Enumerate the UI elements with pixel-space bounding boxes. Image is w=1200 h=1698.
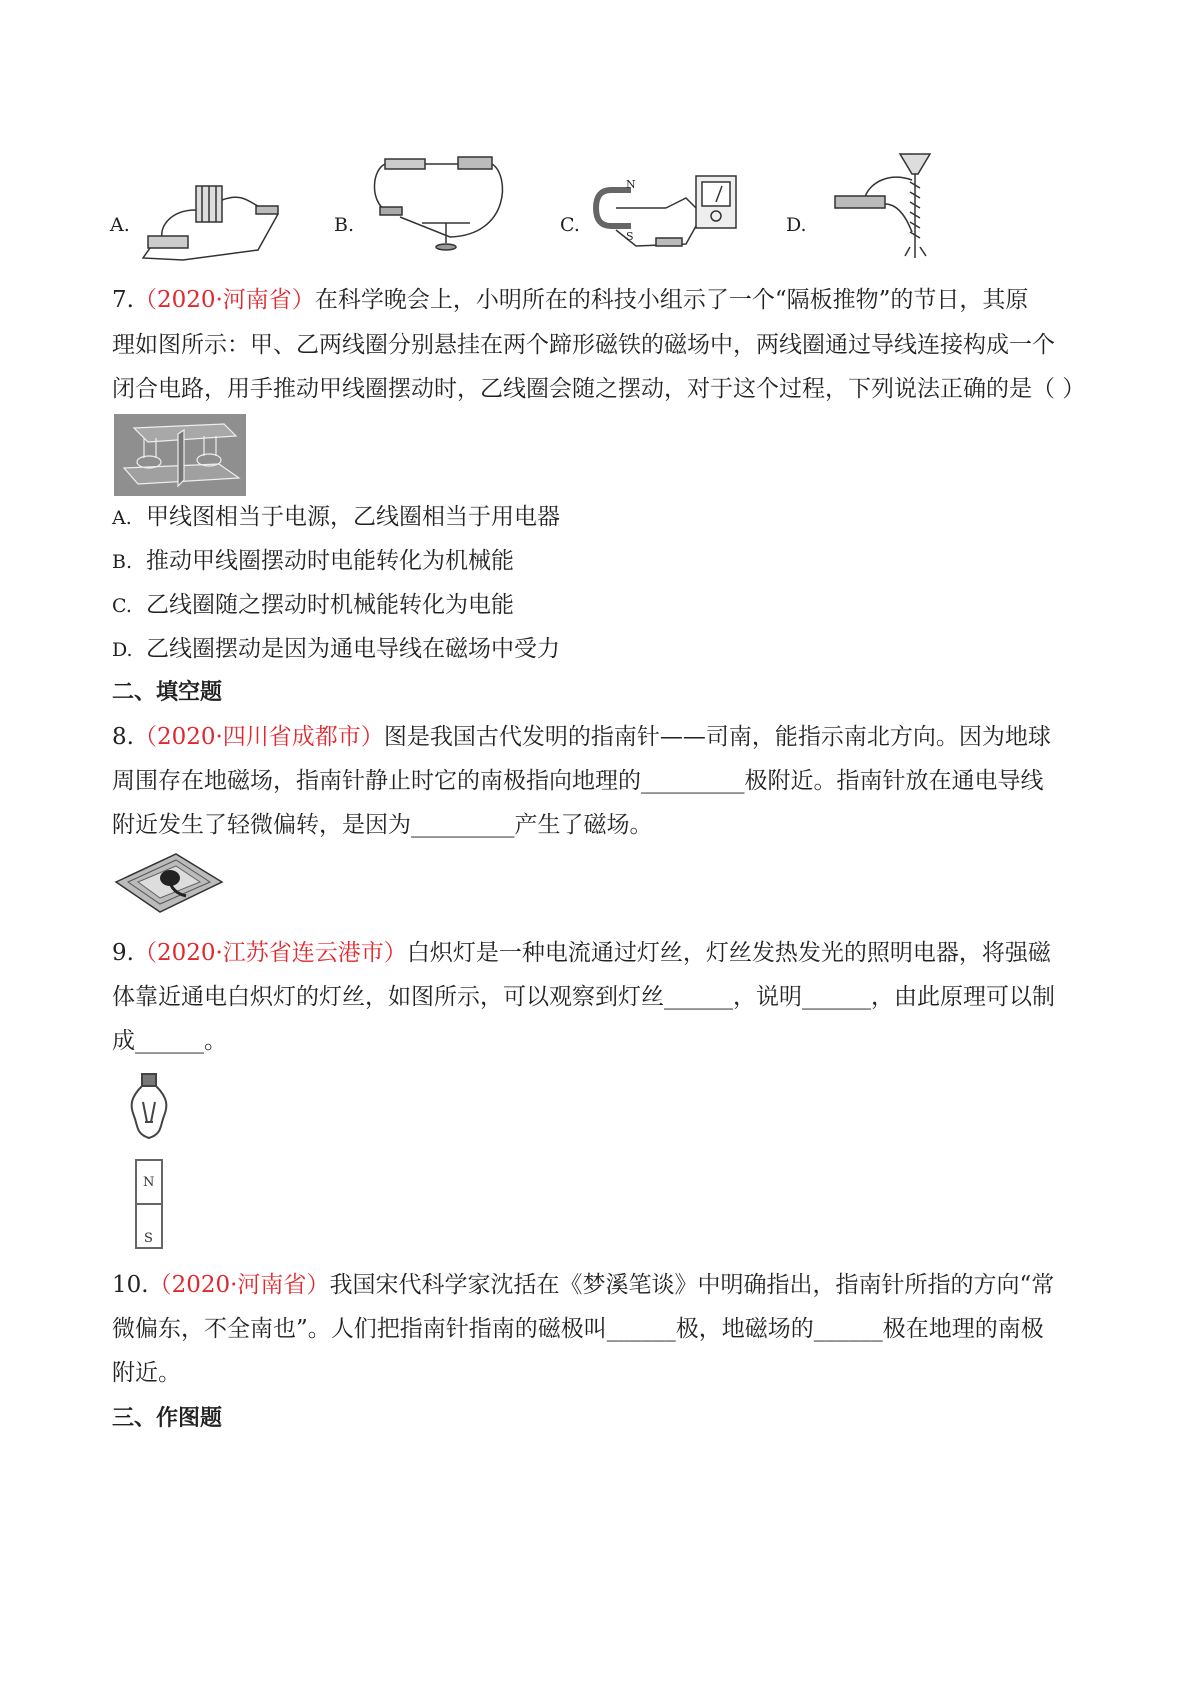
q10-text-1: 我国宋代科学家沈括在《梦溪笔谈》中明确指出，指南针所指的方向“常 xyxy=(329,1272,1055,1298)
q7-text-1: 在科学晚会上，小明所在的科技小组示了一个“隔板推物”的节日，其原 xyxy=(314,287,1029,313)
option-c-label: C. xyxy=(560,214,580,236)
q9-text-3: 成______。 xyxy=(112,1028,227,1054)
section-fill-in-heading: 二、填空题 xyxy=(112,680,223,705)
option-d-circuit-figure xyxy=(830,152,960,262)
q7-choice-c[interactable] xyxy=(112,590,514,621)
q7-coil-figure xyxy=(114,414,246,496)
q7-choice-d-text: 乙线圈摆动是因为通电导线在磁场中受力 xyxy=(146,636,560,662)
q7-choice-b[interactable] xyxy=(112,546,514,577)
q7-choice-c-key: C. xyxy=(112,595,132,617)
q10-source: （2020·河南省） xyxy=(148,1272,330,1298)
q9-text-2: 体靠近通电白炽灯的灯丝，如图所示，可以观察到灯丝______，说明______，由此原理可以制 xyxy=(112,984,1055,1010)
q9-bulb-magnet-figure xyxy=(128,1072,178,1252)
option-a-circuit-figure xyxy=(138,180,298,265)
q10-number: 10. xyxy=(112,1272,149,1298)
q10-text-2: 微偏东，不全南也”。人们把指南针指南的磁极叫______极，地磁场的______极在地理的南极 xyxy=(112,1316,1044,1342)
q7-choice-d[interactable] xyxy=(112,634,560,665)
q8-sinan-compass-figure xyxy=(114,852,224,914)
q7-text-3: 闭合电路，用手推动甲线圈摆动时，乙线圈会随之摆动，对于这个过程，下列说法正确的是（ ） xyxy=(112,376,1086,402)
q8-text-1: 图是我国古代发明的指南针——司南，能指示南北方向。因为地球 xyxy=(383,724,1051,750)
q7-choice-a[interactable] xyxy=(112,502,560,533)
q8-text-3: 附近发生了轻微偏转，是因为_________产生了磁场。 xyxy=(112,812,653,838)
option-c-s-pole-label: S xyxy=(626,230,634,243)
q8-text-2: 周围存在地磁场，指南针静止时它的南极指向地理的_________极附近。指南针放在通电导线 xyxy=(112,768,1044,794)
q7-source: （2020·河南省） xyxy=(133,287,315,313)
q7-choice-c-text: 乙线圈随之摆动时机械能转化为电能 xyxy=(146,592,514,618)
q9-number: 9. xyxy=(112,940,134,966)
q9-line-1 xyxy=(112,938,1051,968)
q9-text-1: 白炽灯是一种电流通过灯丝，灯丝发热发光的照明电器，将强磁 xyxy=(406,940,1051,966)
magnet-s-pole-label: S xyxy=(144,1231,153,1246)
q10-line-1 xyxy=(112,1270,1054,1300)
option-b-circuit-figure xyxy=(370,155,520,255)
q8-number: 8. xyxy=(112,724,134,750)
q7-choice-a-key: A. xyxy=(112,507,132,529)
q9-source: （2020·江苏省连云港市） xyxy=(133,940,407,966)
section-drawing-heading: 三、作图题 xyxy=(112,1406,223,1431)
magnet-n-pole-label: N xyxy=(143,1175,155,1190)
option-d-label: D. xyxy=(786,214,807,236)
q7-choice-d-key: D. xyxy=(112,639,133,661)
q10-text-3: 附近。 xyxy=(112,1360,181,1386)
q8-line-1 xyxy=(112,722,1051,752)
option-c-n-pole-label: N xyxy=(626,178,636,191)
q7-choice-b-key: B. xyxy=(112,551,133,573)
q7-choice-b-text: 推动甲线圈摆动时电能转化为机械能 xyxy=(146,548,514,574)
q7-choice-a-text: 甲线图相当于电源，乙线圈相当于用电器 xyxy=(146,504,560,530)
q8-source: （2020·四川省成都市） xyxy=(133,724,384,750)
option-c-circuit-figure xyxy=(596,168,756,258)
option-a-label: A. xyxy=(110,214,130,236)
option-b-label: B. xyxy=(334,214,355,236)
q7-number: 7. xyxy=(112,287,134,313)
q7-text-2: 理如图所示：甲、乙两线圈分别悬挂在两个蹄形磁铁的磁场中，两线圈通过导线连接构成一个 xyxy=(112,332,1055,358)
q7-line-1 xyxy=(112,285,1028,315)
